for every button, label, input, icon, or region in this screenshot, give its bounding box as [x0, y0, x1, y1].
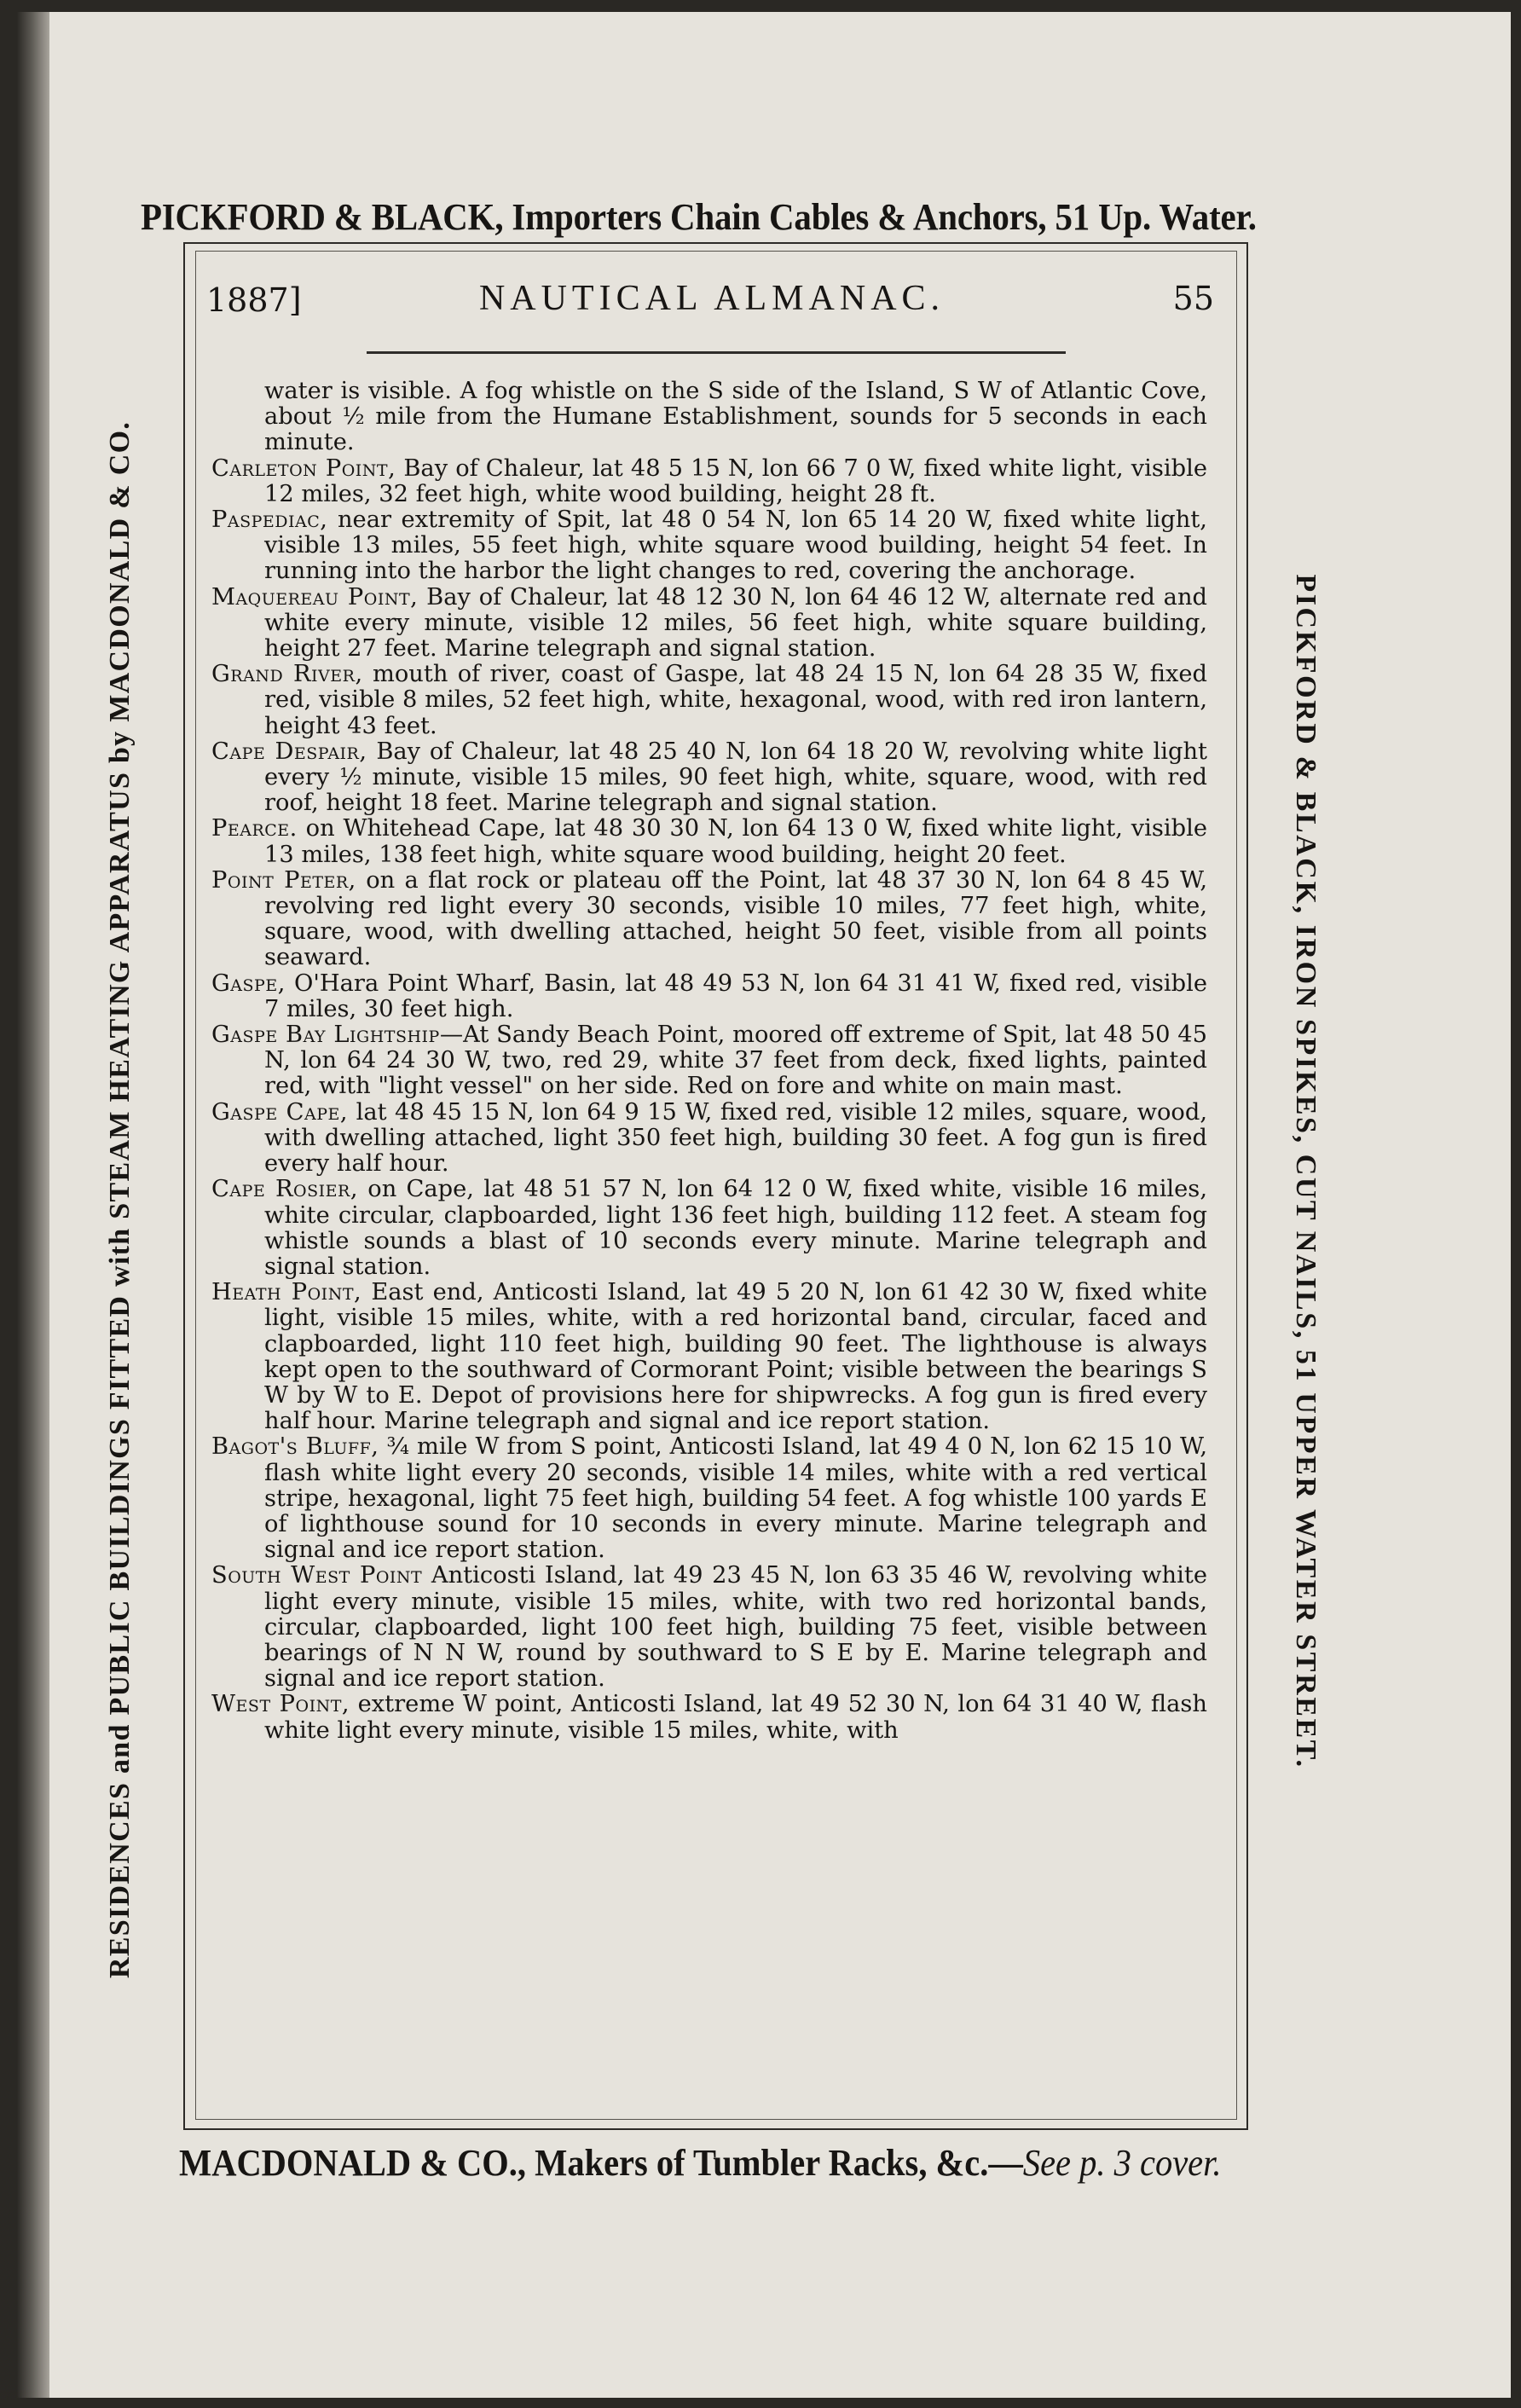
lighthouse-entry: water is visible. A fog whistle on the S side of the Island, S W of Atlantic Cove, about ½ mile from the Humane Establishment, sounds for 5 seconds in each minute.	[264, 378, 1207, 456]
lighthouse-entry: Pearce. on Whitehead Cape, lat 48 30 30 N, lon 64 13 0 W, fixed white light, visible 13 miles, 138 feet high, white square wood building, height 20 feet.	[211, 815, 1207, 868]
page-number: 55	[1172, 280, 1214, 317]
lighthouse-entry: Point Peter, on a flat rock or plateau off the Point, lat 48 37 30 N, lon 64 8 45 W, revolving red light every 30 seconds, visible 10 miles, 77 feet high, white, square, wood, with dwelling attached, height 50 feet, visible from all points seaward.	[211, 866, 1208, 971]
book-spine-shadow	[17, 12, 49, 2398]
header-title: NAUTICAL ALMANAC.	[478, 279, 946, 318]
lighthouse-name: Gaspe,	[211, 970, 286, 997]
lighthouse-name: South West Point	[211, 1562, 423, 1589]
lighthouse-name: Heath Point,	[211, 1279, 362, 1306]
lighthouse-name: Paspediac,	[211, 506, 328, 534]
lighthouse-entry: Gaspe Cape, lat 48 45 15 N, lon 64 9 15 W, fixed red, visible 12 miles, square, wood, with dwelling attached, light 350 feet high, building 30 feet. A fog gun is fired every half hour.	[211, 1098, 1208, 1178]
header-year: 1887]	[206, 281, 302, 319]
lighthouse-name: Pearce.	[211, 815, 298, 842]
lighthouse-listing	[211, 379, 1207, 1744]
lighthouse-entry: Cape Despair, Bay of Chaleur, lat 48 25 40 N, lon 64 18 20 W, revolving white light every ½ minute, visible 15 miles, 90 feet high, white, square, wood, with red roof, height 18 feet. Marine telegraph and signal station.	[211, 738, 1207, 817]
running-header	[196, 278, 1228, 329]
lighthouse-entry: Paspediac, near extremity of Spit, lat 48 0 54 N, lon 65 14 20 W, fixed white light, visible 13 miles, 55 feet high, white square wood building, height 54 feet. In running into the harbor the light changes to red, covering the anchorage.	[211, 506, 1207, 585]
lighthouse-name: Grand River,	[211, 661, 363, 688]
lighthouse-name: Point Peter,	[211, 866, 356, 894]
lighthouse-entry: Grand River, mouth of river, coast of Gaspe, lat 48 24 15 N, lon 64 28 35 W, fixed red, visible 8 miles, 52 feet high, white, hexagonal, wood, with red iron lantern, height 43 feet.	[211, 661, 1207, 739]
lighthouse-entry: Gaspe Bay Lightship—At Sandy Beach Point, moored off extreme of Spit, lat 48 50 45 N, lon 64 24 30 W, two, red 29, white 37 feet from deck, fixed lights, painted red, with "light vessel" on her side. Red on fore and white on main mast.	[211, 1022, 1208, 1100]
lighthouse-name: Maquereau Point,	[211, 583, 419, 611]
lighthouse-entry: Heath Point, East end, Anticosti Island, lat 49 5 20 N, lon 61 42 30 W, fixed white light, visible 15 miles, white, with a red horizontal band, circular, faced and clapboarded, light 110 feet high, building 90 feet. The lighthouse is always kept open to the southward of Cormorant Point; visible between the bearings S W by W to E. Depot of provisions here for shipwrecks. A fog gun is fired every half hour. Marine telegraph and signal and ice report station.	[211, 1279, 1207, 1435]
almanac-page	[17, 12, 1511, 2398]
lighthouse-name: Carleton Point,	[211, 454, 396, 482]
bottom-ad-reference: See p. 3 cover.	[1022, 2142, 1222, 2184]
bottom-ad-main: MACDONALD & CO., Makers of Tumbler Racks, &c.—	[179, 2142, 1023, 2184]
lighthouse-entry: West Point, extreme W point, Anticosti Island, lat 49 52 30 N, lon 64 31 40 W, flash white light every minute, visible 15 miles, white, with	[211, 1691, 1207, 1744]
lighthouse-name: West Point,	[211, 1691, 350, 1718]
lighthouse-name: Gaspe Bay Lightship	[211, 1022, 440, 1049]
lighthouse-entry: Carleton Point, Bay of Chaleur, lat 48 5 15 N, lon 66 7 0 W, fixed white light, visible 12 miles, 32 feet high, white wood building, height 28 ft.	[211, 454, 1207, 507]
lighthouse-entry: Gaspe, O'Hara Point Wharf, Basin, lat 48 49 53 N, lon 64 31 41 W, fixed red, visible 7 miles, 30 feet high.	[211, 970, 1207, 1022]
right-side-advertisement: PICKFORD & BLACK, IRON SPIKES, CUT NAILS, 51 UPPER WATER STREET.	[1290, 574, 1321, 1769]
lighthouse-entry: South West Point Anticosti Island, lat 49 23 45 N, lon 63 35 46 W, revolving white light every minute, visible 15 miles, white, with two red horizontal bands, circular, clapboarded, light 100 feet high, building 75 feet, visible between bearings of N N W, round by southward to S E by E. Marine telegraph and signal and ice report station.	[211, 1562, 1207, 1693]
lighthouse-name: Cape Despair,	[211, 738, 367, 765]
header-rule	[367, 351, 1066, 354]
top-advertisement: PICKFORD & BLACK, Importers Chain Cables & Anchors, 51 Up. Water.	[141, 196, 1257, 238]
bottom-advertisement	[179, 2141, 1277, 2185]
lighthouse-entry: Maquereau Point, Bay of Chaleur, lat 48 12 30 N, lon 64 46 12 W, alternate red and white every minute, visible 12 miles, 56 feet high, white square building, height 27 feet. Marine telegraph and signal station.	[211, 583, 1208, 663]
lighthouse-entry: Bagot's Bluff, ¾ mile W from S point, Anticosti Island, lat 49 4 0 N, lon 62 15 10 W, flash white light every 20 seconds, visible 14 miles, white with a red vertical stripe, hexagonal, light 75 feet high, building 54 feet. A fog whistle 100 yards E of lighthouse sound for 10 seconds in every minute. Marine telegraph and signal and ice report station.	[211, 1433, 1207, 1564]
lighthouse-entry: Cape Rosier, on Cape, lat 48 51 57 N, lon 64 12 0 W, fixed white, visible 16 miles, white circular, clapboarded, light 136 feet high, building 112 feet. A steam fog whistle sounds a blast of 10 seconds every minute. Marine telegraph and signal station.	[211, 1176, 1207, 1280]
lighthouse-name: Gaspe Cape,	[211, 1098, 349, 1126]
lighthouse-name: Cape Rosier,	[211, 1176, 359, 1203]
left-side-advertisement: RESIDENCES and PUBLIC BUILDINGS FITTED with STEAM HEATING APPARATUS by MACDONALD & CO.	[104, 420, 136, 1979]
lighthouse-name: Bagot's Bluff,	[211, 1433, 379, 1461]
